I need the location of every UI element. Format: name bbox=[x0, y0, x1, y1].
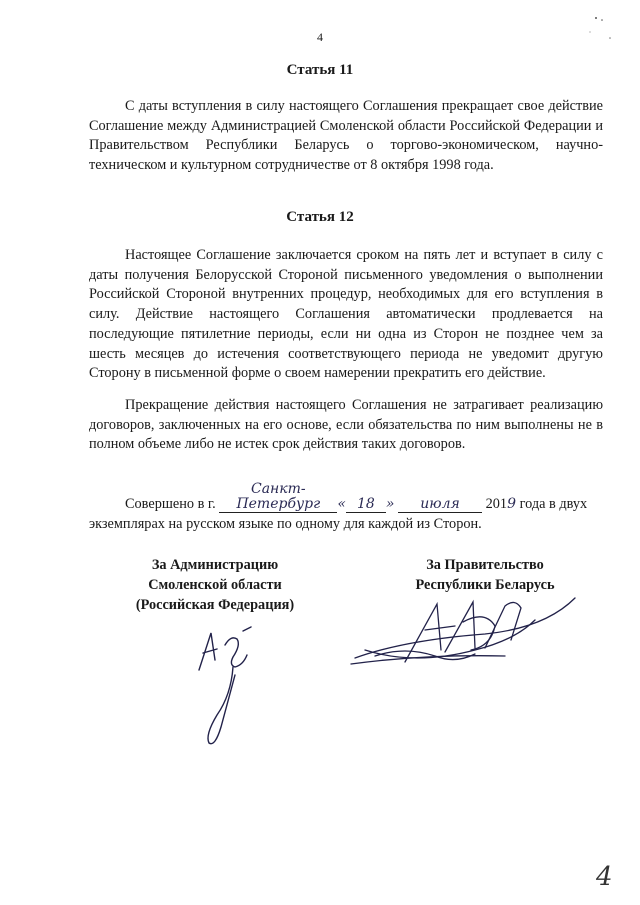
page-number: 4 bbox=[317, 30, 323, 44]
year-prefix: 201 bbox=[485, 496, 508, 512]
article-11-heading: Статья 11 bbox=[286, 62, 354, 78]
handwritten-city: Санкт-Петербург bbox=[236, 481, 321, 512]
handwritten-day: 18 bbox=[356, 496, 375, 512]
signatory-left bbox=[110, 555, 320, 615]
scan-specks bbox=[580, 10, 620, 50]
handwritten-month: июля bbox=[420, 496, 460, 512]
article-11-text: С даты вступления в силу настоящего Соглашения прекращает свое действие Соглашение между Администрацией Смоленской области Российской Федерации и Правительством Республики Беларусь о торгово-экономическом, научно-техническом и культурном сотрудничестве от 8 октября 1998 года. bbox=[89, 98, 603, 174]
signatory-right-line-2: Республики Беларусь bbox=[415, 577, 555, 593]
signature-left bbox=[185, 615, 275, 750]
handwritten-page-number: 4 bbox=[596, 862, 613, 892]
quote-open: « bbox=[337, 496, 346, 512]
signatory-left-line-3: (Российская Федерация) bbox=[135, 597, 295, 613]
article-12-heading: Статья 12 bbox=[286, 209, 354, 225]
signatory-right-line-1: За Правительство bbox=[426, 557, 544, 573]
signature-right bbox=[345, 590, 585, 680]
quote-close: » bbox=[385, 496, 395, 512]
signatory-right bbox=[385, 555, 585, 595]
handwritten-year-digit: 9 bbox=[507, 496, 516, 512]
completion-statement bbox=[89, 482, 603, 534]
signatory-left-line-1: За Администрацию bbox=[151, 557, 279, 573]
completion-prefix: Совершено в г. bbox=[125, 496, 216, 512]
completion-suffix: года в двух экземплярах на русском языке по одному для каждой из Сторон. bbox=[89, 496, 588, 532]
article-12-paragraph-1: Настоящее Соглашение заключается сроком на пять лет и вступает в силу с даты получения Белорусской Стороной письменного уведомления о выполнении Российской Стороной внутренних процедур, необходимых для его вступления в силу. Действие настоящего Соглашения автоматически продлевается на последующие пятилетние периоды, если ни одна из Сторон не позднее чем за шесть месяцев до истечения соответствующего периода не уведомит другую Сторону в письменной форме о своем намерении прекратить его действие. bbox=[89, 247, 603, 382]
signatory-left-line-2: Смоленской области bbox=[148, 577, 282, 593]
article-12-paragraph-2: Прекращение действия настоящего Соглашения не затрагивает реализацию договоров, заключенных на его основе, если обязательства по ним выполнены не в полном объеме либо не истек срок действия таких договоров. bbox=[89, 397, 603, 453]
